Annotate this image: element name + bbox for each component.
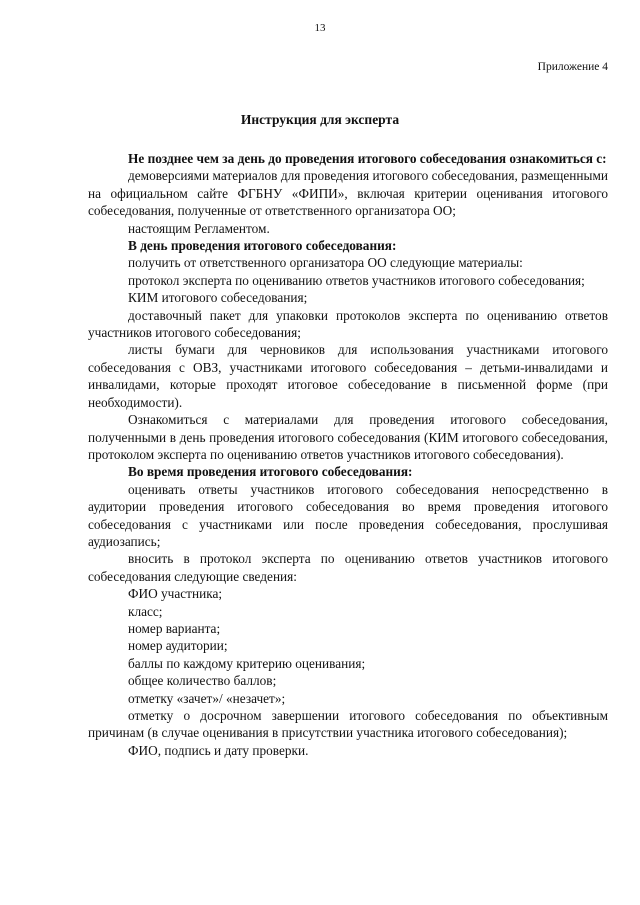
body-paragraph: ФИО, подпись и дату проверки.: [128, 742, 309, 758]
body-paragraph: оценивать ответы участников итогового собеседования непосредственно в аудитории проведения итогового собеседования во время проведения итогового собеседования с участниками или после проведения собеседования, прослушивая аудиозапись;: [88, 481, 608, 549]
body-paragraph: настоящим Регламентом.: [128, 220, 270, 236]
body-paragraph: баллы по каждому критерию оценивания;: [128, 655, 366, 671]
body-paragraph: демоверсиями материалов для проведения итогового собеседования, размещенными на официальном сайте ФГБНУ «ФИПИ», включая критерии оценивания итогового собеседования, полученные от ответственного организатора ОО;: [88, 168, 608, 219]
body-paragraph: Ознакомиться с материалами для проведения итогового собеседования, полученными в день проведения итогового собеседования (КИМ итогового собеседования, протоколом эксперта по оцениванию ответов участников итогового собеседования).: [88, 412, 608, 462]
document-title: Инструкция для эксперта: [240, 112, 400, 127]
body-paragraph: листы бумаги для черновиков для использования участниками итогового собеседования с ОВЗ, участниками итогового собеседования – детьми-инвалидами и инвалидами, которые проходят итоговое собеседование в письменной форме (при необходимости).: [88, 342, 608, 410]
section-heading: В день проведения итогового собеседования:: [128, 238, 397, 254]
body-paragraph: класс;: [128, 603, 163, 619]
body-paragraph: протокол эксперта по оцениванию ответов участников итогового собеседования;: [128, 272, 585, 288]
body-paragraph: КИМ итогового собеседования;: [128, 290, 308, 306]
body-paragraph: номер варианта;: [128, 620, 221, 636]
body-paragraph: общее количество баллов;: [128, 673, 277, 689]
section-heading: Не позднее чем за день до проведения итогового собеседования ознакомиться с:: [128, 151, 607, 166]
section-heading: Во время проведения итогового собеседования:: [128, 464, 413, 480]
page-number: 13: [314, 22, 326, 34]
appendix-label: Приложение 4: [537, 61, 608, 73]
body-paragraph: вносить в протокол эксперта по оцениванию ответов участников итогового собеседования следующие сведения:: [88, 551, 608, 584]
document-body: [88, 150, 608, 759]
body-paragraph: ФИО участника;: [128, 586, 223, 602]
body-paragraph: доставочный пакет для упаковки протоколов эксперта по оцениванию ответов участников итогового собеседования;: [88, 307, 608, 341]
body-paragraph: получить от ответственного организатора ОО следующие материалы:: [128, 255, 523, 271]
body-paragraph: номер аудитории;: [128, 638, 228, 654]
body-paragraph: отметку о досрочном завершении итогового собеседования по объективным причинам (в случае оценивания в присутствии участника итогового собеседования);: [88, 708, 608, 741]
body-paragraph: отметку «зачет»/ «незачет»;: [128, 690, 286, 706]
